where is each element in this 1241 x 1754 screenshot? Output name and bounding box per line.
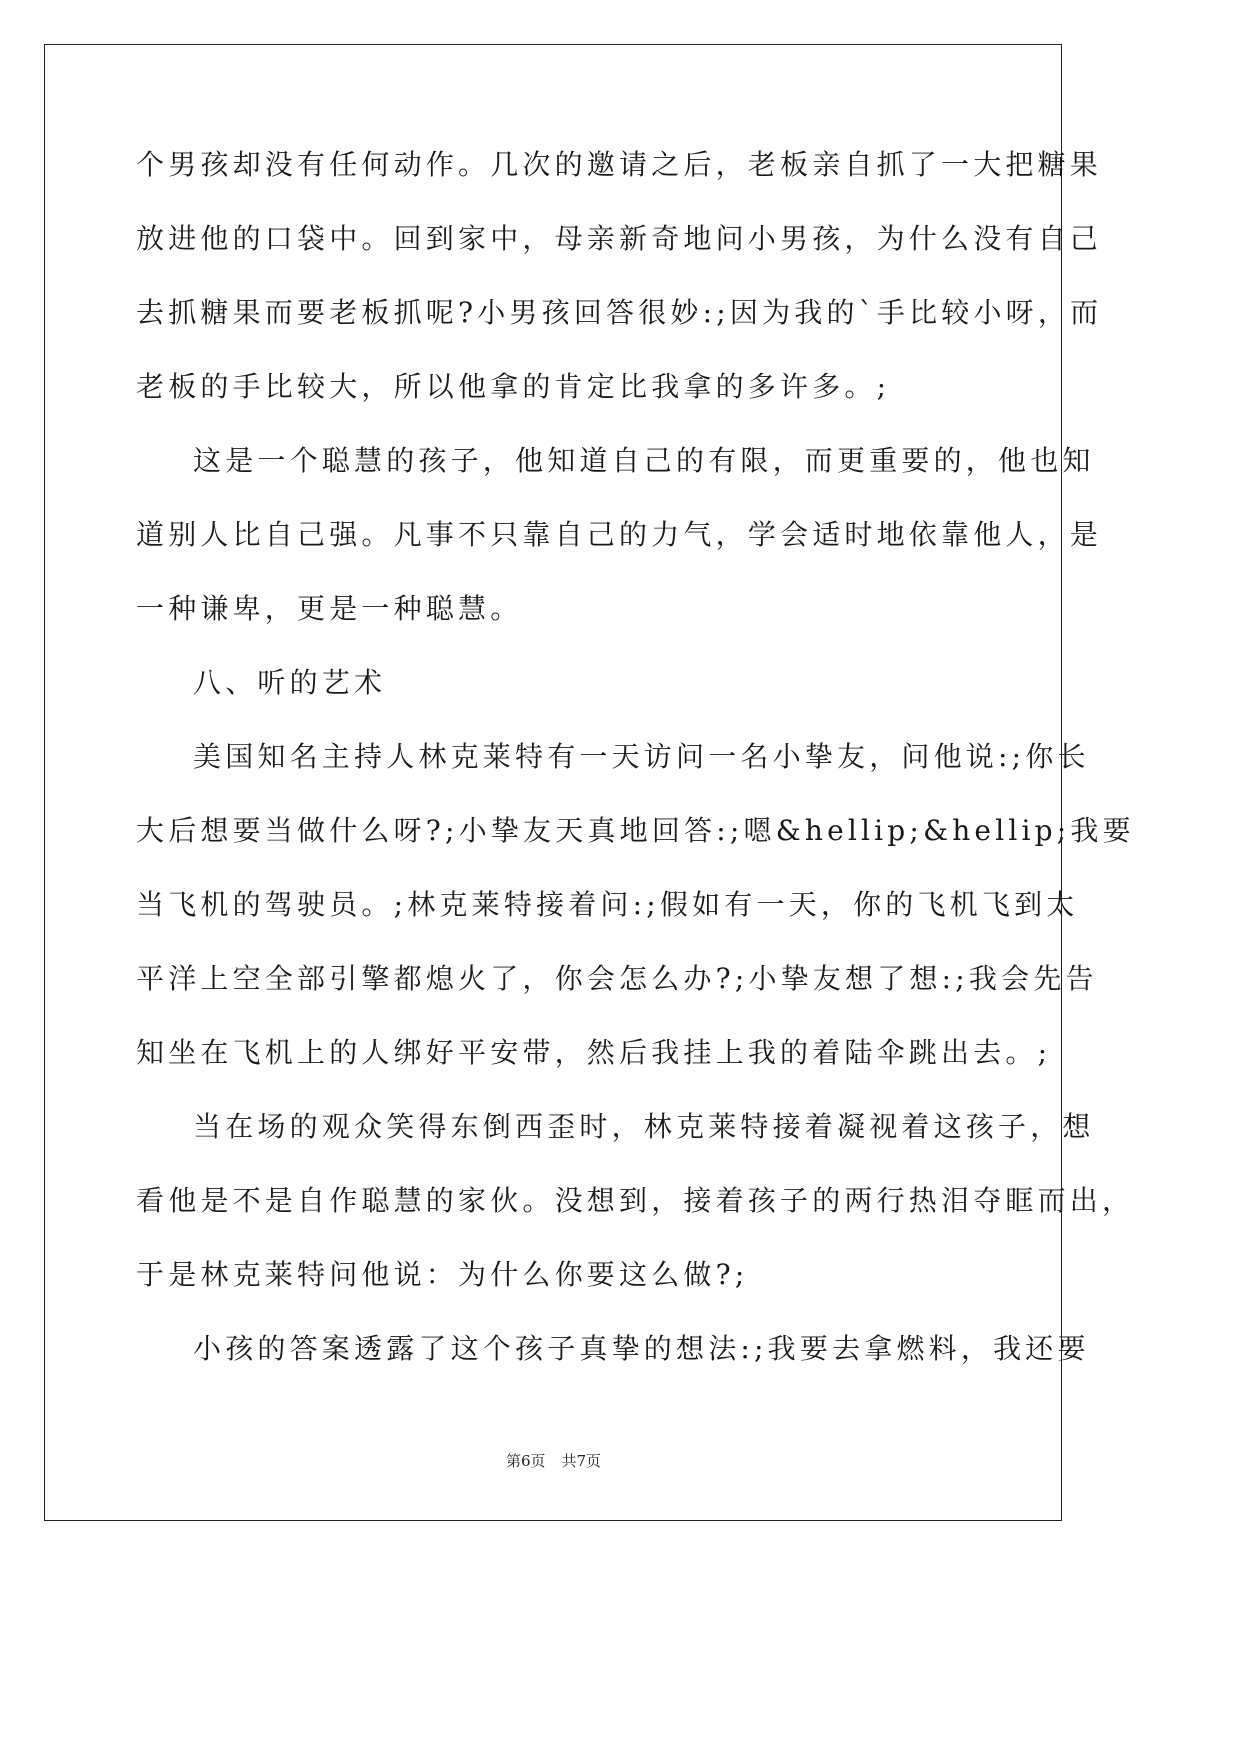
text-line: 知坐在飞机上的人绑好平安带，然后我挂上我的着陆伞跳出去。; [136,1036,1052,1069]
text-line: 个男孩却没有任何动作。几次的邀请之后，老板亲自抓了一大把糖果 [136,148,1103,181]
page-total: 共7页 [561,1452,602,1470]
text-line: 当飞机的驾驶员。;林克莱特接着问:;假如有一天，你的飞机飞到太 [136,888,1079,921]
section-heading: 八、听的艺术 [193,666,387,699]
text-line: 看他是不是自作聪慧的家伙。没想到，接着孩子的两行热泪夺眶而出， [136,1184,1135,1217]
page-footer [0,1450,1107,1471]
text-line: 大后想要当做什么呀?;小挚友天真地回答:;嗯&hellip;&hellip;我要 [136,814,1135,847]
paragraph-start-line: 这是一个聪慧的孩子，他知道自己的有限，而更重要的，他也知 [193,444,1095,477]
text-line: 放进他的口袋中。回到家中，母亲新奇地问小男孩，为什么没有自己 [136,222,1103,255]
text-line: 道别人比自己强。凡事不只靠自己的力气，学会适时地依靠他人，是 [136,518,1103,551]
paragraph-start-line: 小孩的答案透露了这个孩子真挚的想法:;我要去拿燃料，我还要 [193,1332,1090,1365]
paragraph-start-line: 当在场的观众笑得东倒西歪时，林克莱特接着凝视着这孩子，想 [193,1110,1095,1143]
document-body [136,142,1135,1400]
page-number: 第6页 [505,1452,546,1470]
text-line: 于是林克莱特问他说：为什么你要这么做?; [136,1258,749,1291]
text-line: 老板的手比较大，所以他拿的肯定比我拿的多许多。; [136,370,891,403]
paragraph-start-line: 美国知名主持人林克莱特有一天访问一名小挚友，问他说:;你长 [193,740,1090,773]
text-line: 平洋上空全部引擎都熄火了，你会怎么办?;小挚友想了想:;我会先告 [136,962,1098,995]
text-line: 去抓糖果而要老板抓呢?小男孩回答很妙:;因为我的`手比较小呀，而 [136,296,1103,329]
text-line: 一种谦卑，更是一种聪慧。 [136,592,523,625]
